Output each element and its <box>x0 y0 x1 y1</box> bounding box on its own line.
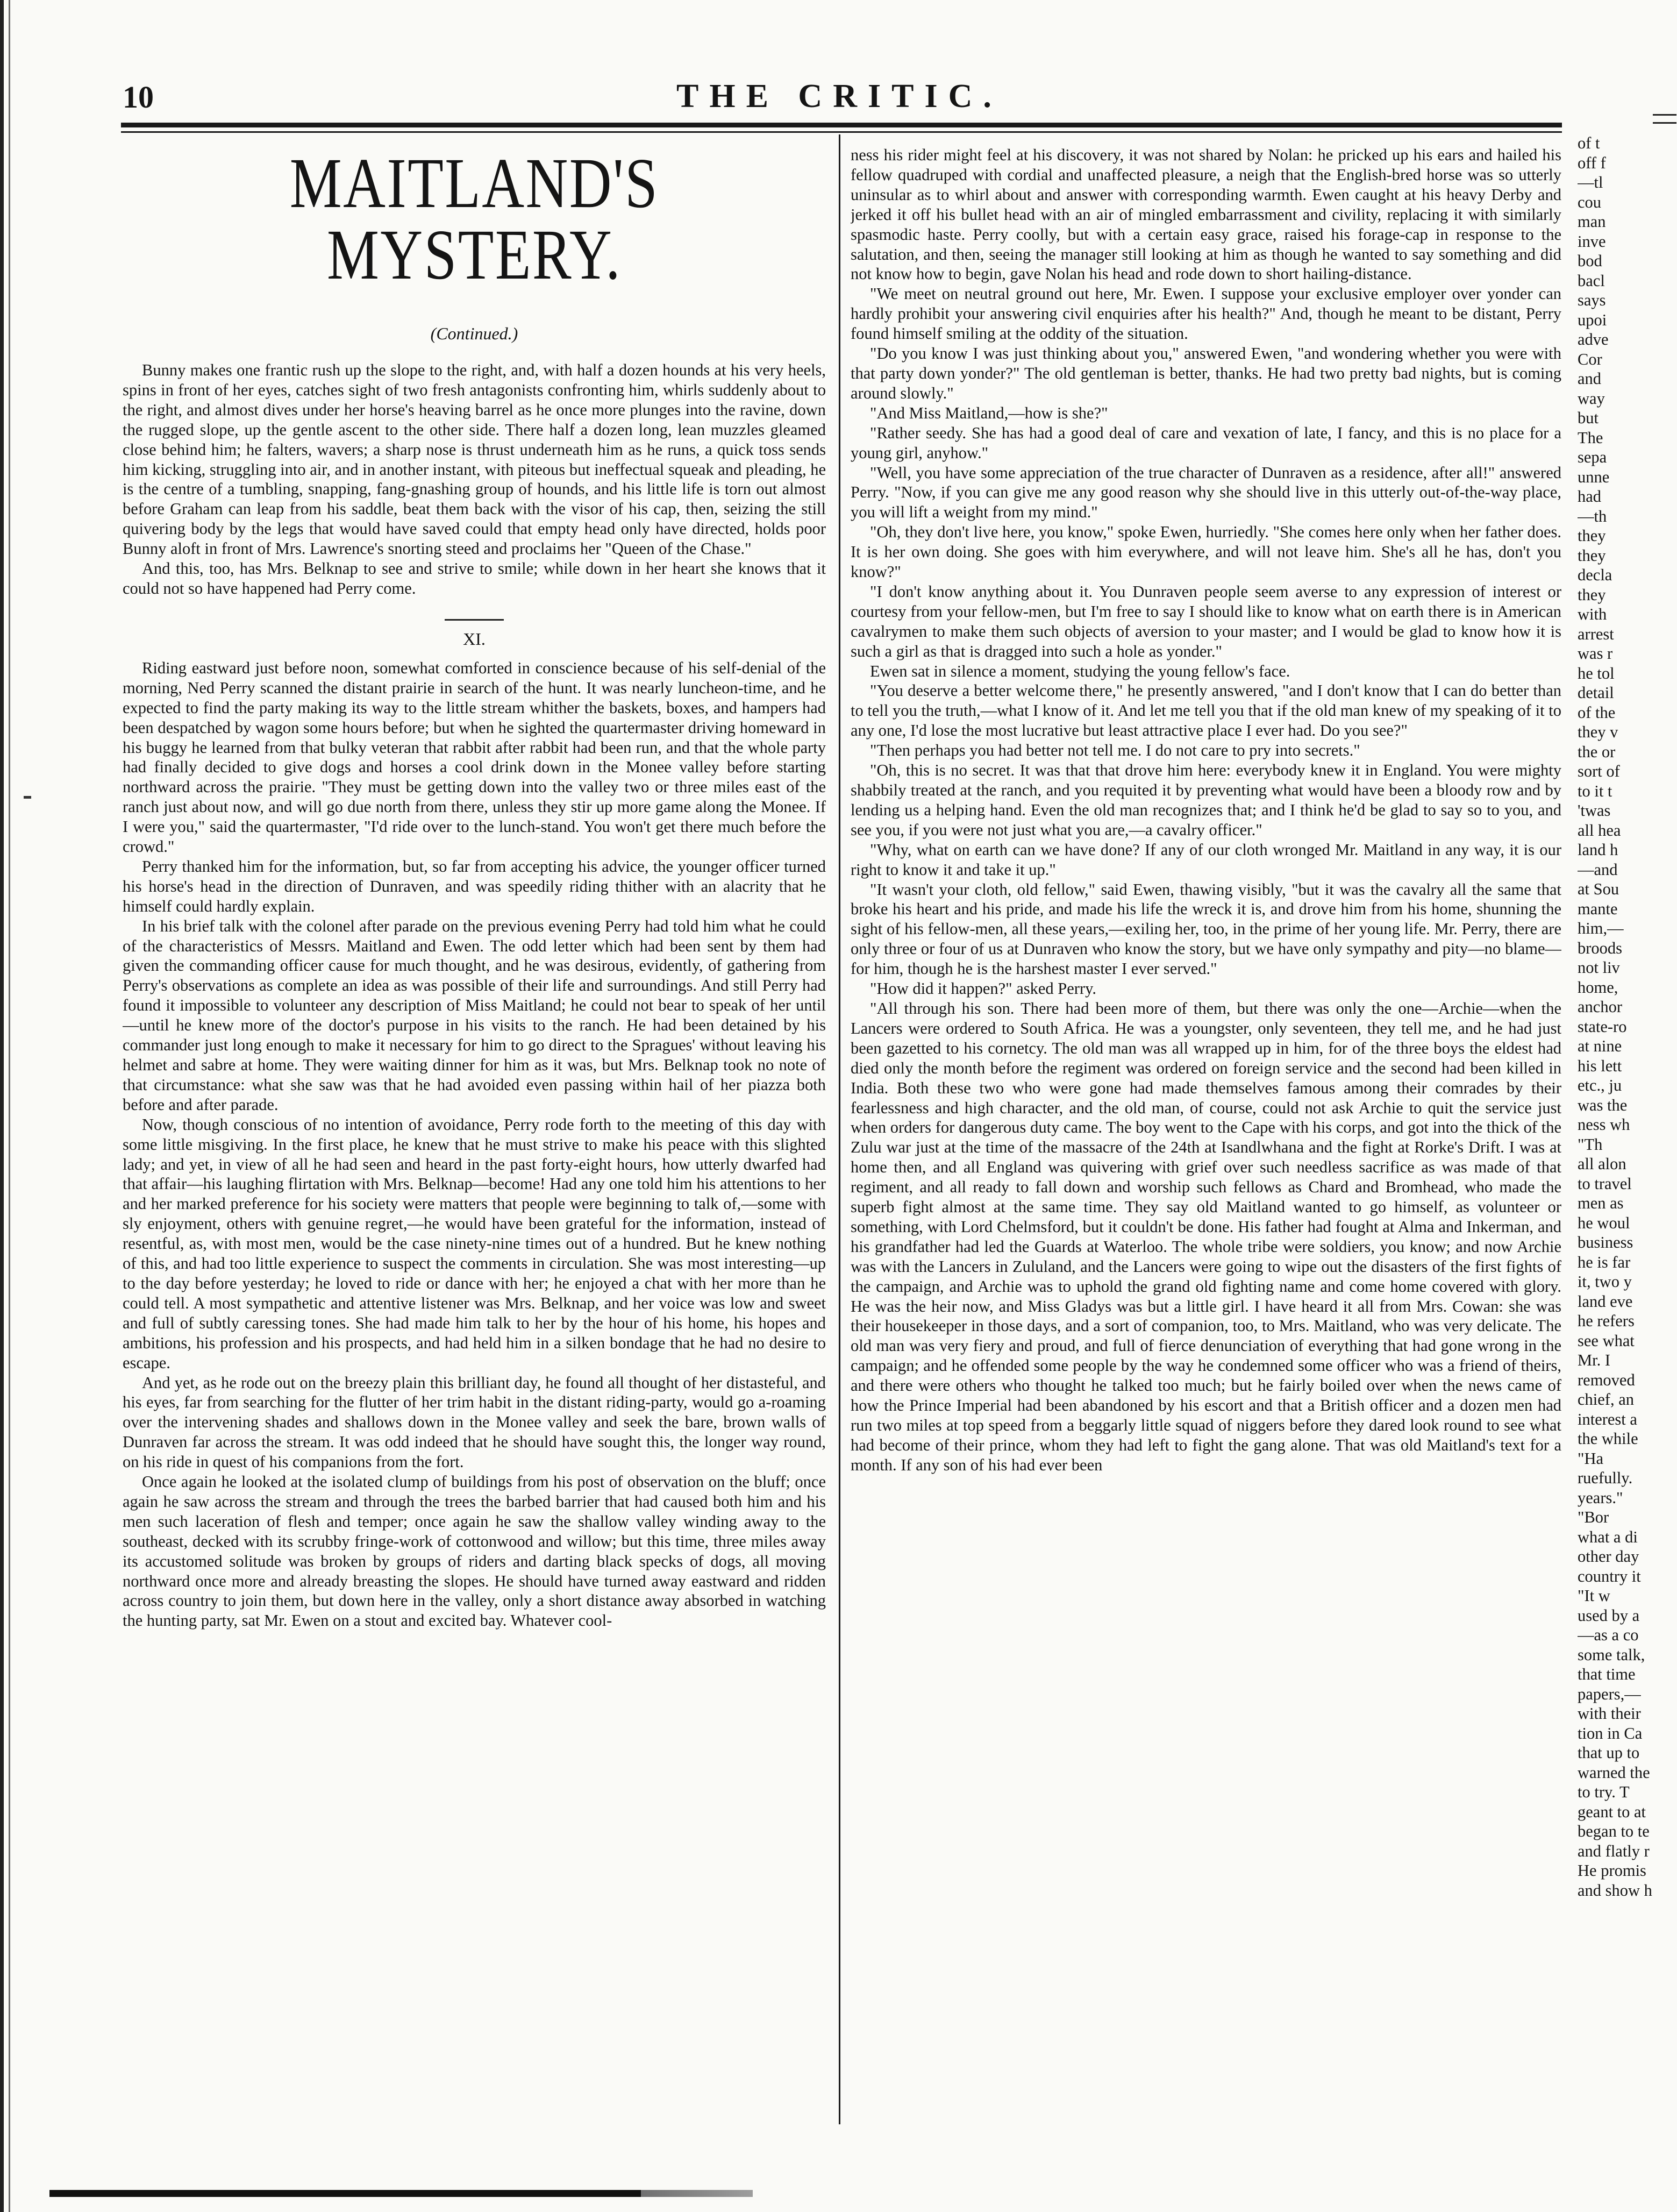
right-column-line: used by a <box>1578 1606 1640 1625</box>
right-column-line: he woul <box>1578 1213 1630 1232</box>
right-column-line: unne <box>1578 467 1610 486</box>
header-double-rule-mark <box>1653 114 1676 124</box>
paragraph: "It wasn't your cloth, old fellow," said Ewen, thawing visibly, "but it was the cavalry all the same that broke his heart and his pride, and made his life the wreck it is, and drove him from his home, shunning the sight of his fellow-men, all these years,—exiling her, too, in the prime of her young life. Mr. Perry, there are only three or four of us at Dunraven who know the story, but we have only sympathy and pity—no blame—for him, though he is the harshest master I ever served." <box>851 880 1561 978</box>
footer-rule <box>49 2190 753 2197</box>
right-column-line: some talk, <box>1578 1645 1645 1664</box>
right-column-line: tion in Ca <box>1578 1724 1643 1742</box>
right-column-line: what a di <box>1578 1527 1638 1546</box>
right-column-line: him,— <box>1578 919 1624 937</box>
right-column-line: removed <box>1578 1370 1635 1389</box>
right-column-line: they v <box>1578 723 1618 741</box>
right-column-line: he is far <box>1578 1253 1631 1271</box>
right-column-line: to it t <box>1578 781 1612 800</box>
left-column <box>123 145 826 1631</box>
paragraph: "All through his son. There had been more of them, but there was only the one—Archie—when the Lancers were ordered to South Africa. He was a youngster, only seventeen, they tell me, and he had just been gazetted to his cornetcy. The old man was all wrapped up in him, for of the three boys the eldest had died only the month before the regiment was ordered on foreign service and the second had been killed in India. Both these two who were gone had made themselves famous among their comrades by their fearlessness and high character, and the old man, of course, could not ask Archie to quit the service just when orders for dangerous duty came. The boy went to the Cape with his corps, and got into the thick of the Zulu war just at the time of the massacre of the 24th at Isandlwhana and the fight at Rorke's Drift. I was at home then, and all England was quivering with grief over such needless sacrifice as was made of that regiment, and all ready to fall down and worship such fellows as Chard and Bromhead, who made the superb fight almost at the same time. They say old Maitland wanted to go himself, as volunteer or something, with Lord Chelmsford, but it couldn't be done. His father had fought at Alma and Inkerman, and his grandfather had led the Guards at Waterloo. The whole tribe were soldiers, you know; and now Archie was with the Lancers in Zululand, and the Lancers were going to wipe out the disasters of the first fights of the campaign, and Archie was to uphold the grand old fighting name and come home covered with glory. He was the heir now, and Miss Gladys was but a little girl. I have heard it all from Mrs. Cowan: she was their housekeeper in those days, and a sort of companion, too, to Mrs. Maitland, who was very delicate. The old man was very fiery and proud, and full of fierce denunciation of everything that had gone wrong in the campaign; and he offended some people by the way he condemned some officer who was a friend of theirs, and there were others who thought he talked too much; but he fairly boiled over when the news came of how the Prince Imperial had been abandoned by his escort and that a British officer and a dozen men had run two miles at top speed from a beggarly little squad of niggers before they dared look round to see what had become of their prince, whom they had left to fight the gang alone. That was old Maitland's text for a month. If any son of his had ever been <box>851 999 1561 1474</box>
right-column-line: ruefully. <box>1578 1469 1633 1487</box>
paragraph: "Do you know I was just thinking about you," answered Ewen, "and wondering whether you were with that party down yonder?" The old gentleman is better, thanks. He had two pretty bad nights, but is coming around slowly." <box>851 344 1561 402</box>
right-column-line: "Ha <box>1578 1449 1604 1468</box>
right-column-line: of t <box>1578 134 1600 152</box>
right-column-line: cou <box>1578 193 1602 211</box>
paragraph: ness his rider might feel at his discovery, it was not shared by Nolan: he pricked up his ears and hailed his fellow quadruped with cordial and unaffected pleasure, a neigh that the English-bred horse was so utterly uninsular as to whirl about and answer with corresponding warmth. Ewen caught at his heavy Derby and jerked it off his bullet head with an air of mingled embarrassment and civility, replacing it with similarly spasmodic haste. Perry coolly, but with a certain easy grace, raised his forage-cap in response to the salutation, and then, seeing the manager still looking at him as though he wanted to say something and did not know how to begin, gave Nolan his head and rode down to short hailing-distance. <box>851 146 1561 283</box>
right-column-line: they <box>1578 527 1606 545</box>
right-column-line: —tl <box>1578 173 1603 191</box>
right-column-line: papers,— <box>1578 1684 1641 1703</box>
right-column-line: to try. T <box>1578 1783 1630 1801</box>
right-column-line: mante <box>1578 899 1618 918</box>
right-column-line: "It w <box>1578 1587 1610 1605</box>
right-column-line: bod <box>1578 252 1602 270</box>
right-column-line: and flatly r <box>1578 1841 1650 1860</box>
paragraph: And yet, as he rode out on the breezy plain this brilliant day, he found all thought of her distasteful, and his eyes, far from searching for the flutter of her trim habit in the distant riding-party, would go a-roaming over the intervening shades and shallows down in the Monee valley and seek the bare, brown walls of Dunraven far across the stream. It was odd indeed that he should have sought this, the longer way round, on his ride in quest of his companions from the fort. <box>123 1373 826 1471</box>
right-column-line: geant to at <box>1578 1802 1646 1821</box>
right-column-line: off f <box>1578 153 1606 172</box>
header-rule-thin <box>121 131 1562 133</box>
right-column-line: and show h <box>1578 1881 1652 1900</box>
paragraph: In his brief talk with the colonel after parade on the previous evening Perry had told him what he could of the characteristics of Messrs. Maitland and Ewen. The odd letter which had been sent by them had given the commanding officer cause for much thought, and he was desirous, evidently, of gathering from Perry's observations as complete an idea as was possible of their life and surroundings. And still Perry had found it impossible to volunteer any description of Miss Maitland; he could not bear to speak of her until—until he knew more of the doctor's purpose in his visits to the ranch. He had been detained by his commander just long enough to make it necessary for him to go direct to the Spragues' without leaving his helmet and sabre at home. They were waiting dinner for him as it was, but Mrs. Belknap took no note of that circumstance: what she saw was that he had avoided even passing within hail of her piazza both before and after parade. <box>123 916 826 1114</box>
right-column-line: began to te <box>1578 1822 1650 1840</box>
right-column-line: that time <box>1578 1665 1636 1683</box>
right-column-line: home, <box>1578 978 1618 997</box>
right-column-line: says <box>1578 291 1606 309</box>
right-column-line: and <box>1578 369 1602 388</box>
right-column-line: sort of <box>1578 762 1620 780</box>
paragraph: Riding eastward just before noon, somewhat comforted in conscience because of his self-denial of the morning, Ned Perry scanned the distant prairie in search of the hunt. It was nearly luncheon-time, and he expected to find the party making its way to the little stream whither the baskets, boxes, and hampers had been despatched by wagon some hours before; but when he sighted the quartermaster driving homeward in his buggy he learned from that bulky veteran that rabbit after rabbit had been run, and that the whole party had finally decided to give dogs and horses a cool drink down in the Monee valley before starting northward across the prairie. "They must be getting down into the valley two or three miles east of the ranch just about now, and will go due north from there, unless they stir up more game along the Monee. If I were you," said the quartermaster, "I'd ride over to the lunch-stand. You won't get there much before the crowd." <box>123 658 826 856</box>
article-headline: MAITLAND'S MYSTERY. <box>289 145 659 294</box>
paragraph: "We meet on neutral ground out here, Mr. Ewen. I suppose your exclusive employer over yonder can hardly prohibit your answering civil enquiries after his health?" And, though he meant to be distant, Perry found himself smiling at the oddity of the situation. <box>851 284 1561 343</box>
right-column-line: it, two y <box>1578 1272 1632 1291</box>
right-column-line: was r <box>1578 644 1613 663</box>
right-column-line: they <box>1578 546 1606 565</box>
right-column-line: state-ro <box>1578 1017 1627 1036</box>
margin-mark <box>24 796 31 799</box>
right-column-line: but <box>1578 409 1598 427</box>
right-column-line: —th <box>1578 507 1607 525</box>
right-column-line: had <box>1578 487 1602 506</box>
right-column-line: that up to <box>1578 1744 1640 1762</box>
right-column-line: broods <box>1578 938 1623 957</box>
paragraph: "How did it happen?" asked Perry. <box>870 979 1097 998</box>
right-column-line: country it <box>1578 1567 1641 1585</box>
right-column-line: at nine <box>1578 1037 1622 1055</box>
right-column-line: inve <box>1578 232 1606 251</box>
paragraph: Ewen sat in silence a moment, studying the young fellow's face. <box>870 662 1290 680</box>
right-column-line: was the <box>1578 1096 1628 1114</box>
right-column-line: The <box>1578 428 1603 447</box>
right-column-line: warned the <box>1578 1763 1650 1782</box>
right-column-line: land h <box>1578 841 1618 859</box>
paragraph: "Well, you have some appreciation of the true character of Dunraven as a residence, after all!" answered Perry. "Now, if you can give me any good reason why she should live in this utterly out-of-the-way place, you will lift a weight from my mind." <box>851 463 1561 522</box>
right-column-line: anchor <box>1578 998 1622 1016</box>
right-column-line: ness wh <box>1578 1115 1630 1134</box>
right-column-line: interest a <box>1578 1410 1637 1428</box>
right-column-line: of the <box>1578 703 1616 722</box>
right-column-line: with their <box>1578 1704 1641 1723</box>
right-column-line: chief, an <box>1578 1390 1634 1409</box>
right-column-line: they <box>1578 585 1606 604</box>
paragraph: And this, too, has Mrs. Belknap to see and strive to smile; while down in her heart she knows that it could not so have happened had Perry come. <box>123 559 826 598</box>
paragraph: "Oh, this is no secret. It was that that drove him here: everybody knew it in England. You were mighty shabbily treated at the ranch, and you requited it by preventing what would have been a bloody row and by lending us a helping hand. Even the old man recognizes that; and I think he'd be glad to say so to you, and see you, if you were not just what you are,—a cavalry officer." <box>851 761 1561 839</box>
right-column-line: see what <box>1578 1331 1635 1350</box>
right-column-line: the or <box>1578 742 1616 761</box>
header-rule-thick <box>121 123 1562 127</box>
right-column-line: etc., ju <box>1578 1076 1622 1094</box>
right-column-line: other day <box>1578 1547 1639 1566</box>
right-column-line: years." <box>1578 1488 1623 1507</box>
right-column-line: man <box>1578 212 1606 231</box>
right-column-line: he refers <box>1578 1312 1635 1330</box>
paragraph: "I don't know anything about it. You Dunraven people seem averse to any expression of interest or courtesy from your fellow-men, but I'm free to say I should like to know what on earth there is in American cavalrymen to make them such objects of aversion to your master; and I would be glad to know how it is such a girl as that is dragged into such a hole as yonder." <box>851 582 1561 660</box>
right-column-line: all hea <box>1578 821 1621 840</box>
paragraph: "Then perhaps you had better not tell me. I do not care to pry into secrets." <box>870 741 1360 760</box>
paragraph: Now, though conscious of no intention of avoidance, Perry rode forth to the meeting of this day with some little misgiving. In the first place, he knew that he must strive to make his peace with this slighted lady; and yet, in view of all he had seen and heard in the past forty-eight hours, how utterly dwarfed had that affair—his laughing flirtation with Mrs. Belknap—become! Had any one told him his attentions to her and her marked preference for his society were matters that people were beginning to talk of,—some with sly enjoyment, others with genuine regret,—he would have been grateful for the information, instead of resentful, as, with most men, would be the case ninety-nine times out of a hundred. But he knew nothing of this, and had too little experience to suspect the comments in circulation. She was most interesting—up to the day before yesterday; he loved to ride or dance with her; he enjoyed a chat with her more than he could tell. A most sympathetic and attentive listener was Mrs. Belknap, and her voice was low and sweet and full of subtly caressing tones. She had made him talk to her by the hour of his home, his hopes and ambitions, his profession and his prospects, and had held him in a silken bondage that he had no desire to escape. <box>123 1115 826 1372</box>
right-column-line: all alon <box>1578 1155 1626 1173</box>
continued-label: (Continued.) <box>430 324 518 343</box>
paragraph: "Why, what on earth can we have done? If any of our cloth wronged Mr. Maitland in any way, it is our right to know it and take it up." <box>851 840 1561 879</box>
right-column-line: at Sou <box>1578 880 1619 898</box>
right-column-line: land eve <box>1578 1292 1633 1311</box>
binding-edge <box>0 0 18 2212</box>
column-divider <box>839 134 840 2124</box>
right-column-line: to travel <box>1578 1174 1632 1193</box>
right-column-line: he tol <box>1578 664 1615 682</box>
paragraph: Bunny makes one frantic rush up the slope to the right, and, with half a dozen hounds at his very heels, spins in front of her eyes, catches sight of two fresh antagonists confronting him, whirls suddenly about to the right, and almost dives under her horse's heaving barrel as he once more plunges into the ravine, down the rugged slope, up the gentle ascent to the other side. There half a dozen long, lean muzzles gleamed close behind him; he falters, wavers; a sharp nose is thrust underneath him as he runs, a quick toss sends him kicking, struggling into air, and in another instant, with piteous but ineffectual squeak and pleading, he is the centre of a tumbling, snapping, fang-gnashing group of hounds, and his little life is torn out almost before Graham can leap from his saddle, beat them back with the visor of his cap, then, seizing the still quivering body by the legs that would have saved could that empty head only have directed, holds poor Bunny aloft in front of Mrs. Lawrence's snorting steed and proclaims her "Queen of the Chase." <box>123 361 826 558</box>
right-column-cut-off <box>1578 133 1677 2113</box>
paragraph: "You deserve a better welcome there," he presently answered, "and I don't know that I can do better than to tell you the truth,—what I know of it. And let me tell you that if the old man knew of my speaking of it to any one, I'd lose the most lucrative but least attractive place I ever had. Do you see?" <box>851 681 1561 740</box>
page-number: 10 <box>123 80 154 115</box>
paragraph: "Oh, they don't live here, you know," spoke Ewen, hurriedly. "She comes here only when her father does. It is her own doing. She goes with him everywhere, and will not leave him. She's all he has, don't you know?" <box>851 523 1561 581</box>
paragraph: Perry thanked him for the information, but, so far from accepting his advice, the younger officer turned his horse's head in the direction of Dunraven, and was speedily riding thither with an alacrity that he himself could hardly explain. <box>123 857 826 915</box>
paragraph: "Rather seedy. She has had a good deal of care and vexation of late, I fancy, and this is no place for a young girl, anyhow." <box>851 423 1561 462</box>
right-column-line: "Th <box>1578 1135 1603 1154</box>
right-column-line: his lett <box>1578 1056 1622 1075</box>
section-number: XI. <box>463 629 486 649</box>
right-column-line: Cor <box>1578 350 1602 368</box>
right-column-line: not liv <box>1578 958 1620 977</box>
right-column-line: with <box>1578 605 1607 623</box>
right-column-line: sepa <box>1578 448 1607 466</box>
right-column-line: "Bor <box>1578 1508 1609 1526</box>
right-column-line: —and <box>1578 860 1618 879</box>
right-column-line: the while <box>1578 1429 1638 1448</box>
right-column-line: 'twas <box>1578 801 1611 820</box>
right-column-line: bacl <box>1578 271 1605 290</box>
right-column-line: arrest <box>1578 624 1614 643</box>
paragraph: "And Miss Maitland,—how is she?" <box>870 403 1108 422</box>
right-column-line: adve <box>1578 330 1609 348</box>
right-column-line: Mr. I <box>1578 1351 1610 1369</box>
right-column-line: He promis <box>1578 1861 1646 1880</box>
right-column-line: men as <box>1578 1194 1624 1212</box>
masthead: THE CRITIC. <box>676 78 1002 115</box>
right-column-line: upoi <box>1578 310 1607 329</box>
right-column-line: decla <box>1578 566 1612 584</box>
right-column-line: —as a co <box>1578 1626 1639 1644</box>
right-column-line: way <box>1578 389 1605 408</box>
middle-column <box>851 145 1561 1475</box>
paragraph: Once again he looked at the isolated clump of buildings from his post of observation on the bluff; once again he saw across the stream and through the trees the barbed barrier that had caused both him and his men such laceration of flesh and temper; once again he saw the shallow valley winding away to the southeast, decked with its scrubby fringe-work of cottonwood and willow; but this time, three miles away its accustomed solitude was broken by groups of riders and darting black specks of dogs, all moving northward once more and already breasting the slopes. He should have turned away eastward and ridden across country to join them, but down here in the valley, only a short distance away absorbed in watching the hunting party, sat Mr. Ewen on a stout and excited bay. Whatever cool- <box>123 1473 826 1630</box>
section-divider <box>445 619 504 621</box>
right-column-line: detail <box>1578 684 1614 702</box>
right-column-line: business <box>1578 1233 1633 1251</box>
